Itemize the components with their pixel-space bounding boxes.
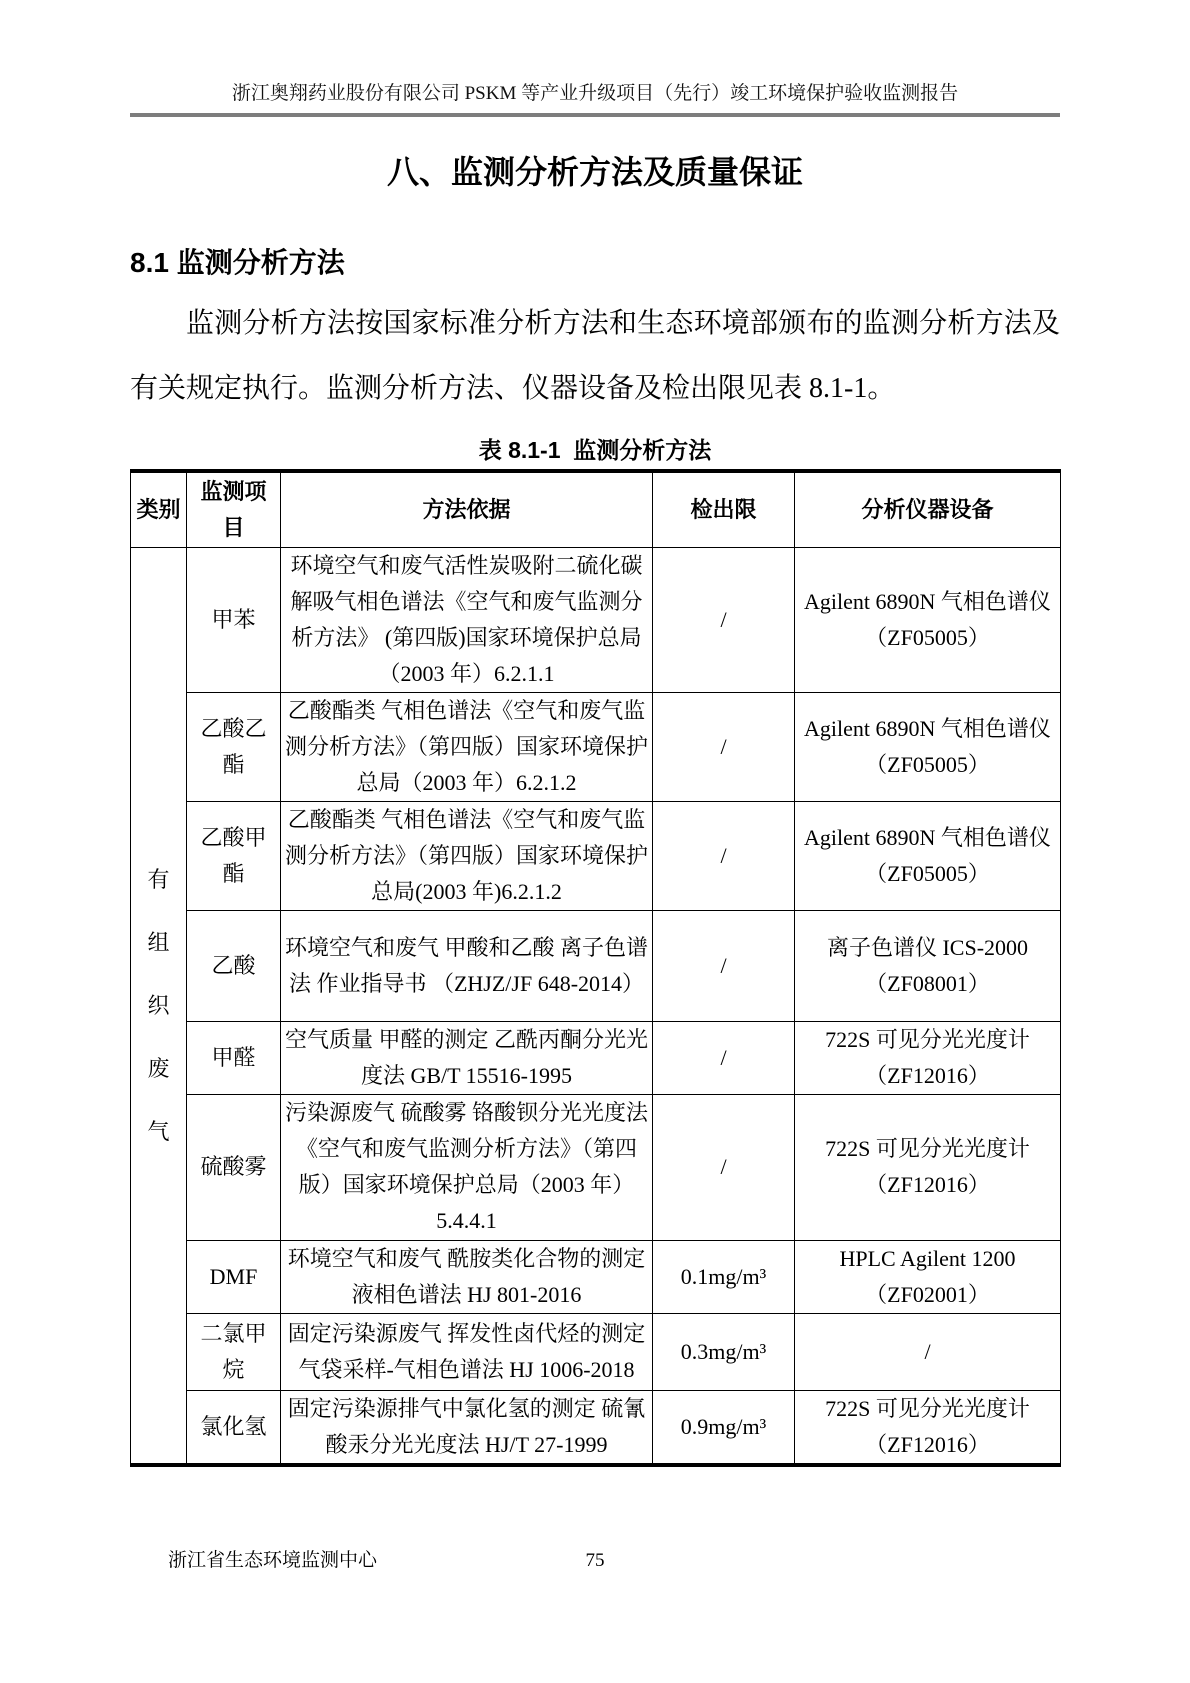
- instrument-cell: 722S 可见分光光度计（ZF12016）: [795, 1094, 1061, 1240]
- footer-organization: 浙江省生态环境监测中心: [168, 1550, 378, 1571]
- limit-cell: /: [653, 801, 795, 910]
- table-row: [131, 547, 1061, 692]
- method-cell: 空气质量 甲醛的测定 乙酰丙酮分光光度法 GB/T 15516-1995: [281, 1021, 653, 1094]
- instrument-cell: Agilent 6890N 气相色谱仪（ZF05005）: [795, 692, 1061, 801]
- category-vertical-text: 有组织废气: [147, 866, 170, 1144]
- limit-cell: 0.3mg/m³: [653, 1313, 795, 1390]
- limit-cell: /: [653, 1021, 795, 1094]
- item-cell: 二氯甲烷: [187, 1313, 281, 1390]
- body-paragraph: 监测分析方法按国家标准分析方法和生态环境部颁布的监测分析方法及有关规定执行。监测分析方法、仪器设备及检出限见表 8.1-1。: [130, 308, 1060, 404]
- col-header-category: 类别: [131, 471, 187, 547]
- method-cell: 乙酸酯类 气相色谱法《空气和废气监测分析方法》（第四版）国家环境保护总局（2003 年）6.2.1.2: [281, 692, 653, 801]
- table-row: [131, 1021, 1061, 1094]
- table-row: [131, 1313, 1061, 1390]
- table-row: [131, 1240, 1061, 1313]
- table-row: [131, 692, 1061, 801]
- item-cell: 乙酸甲酯: [187, 801, 281, 910]
- method-cell: 乙酸酯类 气相色谱法《空气和废气监测分析方法》（第四版）国家环境保护总局(2003 年)6.2.1.2: [281, 801, 653, 910]
- method-cell: 环境空气和废气 酰胺类化合物的测定 液相色谱法 HJ 801-2016: [281, 1240, 653, 1313]
- table-row: [131, 1390, 1061, 1465]
- instrument-cell: 722S 可见分光光度计（ZF12016）: [795, 1021, 1061, 1094]
- table-header-row: [131, 471, 1061, 547]
- item-cell: DMF: [187, 1240, 281, 1313]
- item-cell: 乙酸: [187, 910, 281, 1021]
- col-header-instrument: 分析仪器设备: [795, 471, 1061, 547]
- chapter-title: 八、监测分析方法及质量保证: [386, 154, 803, 190]
- table-row: [131, 910, 1061, 1021]
- page-header: 浙江奥翔药业股份有限公司 PSKM 等产业升级项目（先行）竣工环境保护验收监测报告: [231, 83, 959, 104]
- table-row: [131, 801, 1061, 910]
- item-cell: 甲苯: [187, 547, 281, 692]
- item-cell: 乙酸乙酯: [187, 692, 281, 801]
- item-cell: 甲醛: [187, 1021, 281, 1094]
- table-caption: 表 8.1-1 监测分析方法: [478, 437, 712, 463]
- item-cell: 硫酸雾: [187, 1094, 281, 1240]
- instrument-cell: 离子色谱仪 ICS-2000（ZF08001）: [795, 910, 1061, 1021]
- method-cell: 环境空气和废气 甲酸和乙酸 离子色谱法 作业指导书 （ZHJZ/JF 648-2014）: [281, 910, 653, 1021]
- instrument-cell: Agilent 6890N 气相色谱仪（ZF05005）: [795, 547, 1061, 692]
- instrument-cell: 722S 可见分光光度计（ZF12016）: [795, 1390, 1061, 1465]
- limit-cell: /: [653, 910, 795, 1021]
- method-cell: 固定污染源废气 挥发性卤代烃的测定 气袋采样-气相色谱法 HJ 1006-2018: [281, 1313, 653, 1390]
- header-rule: [130, 113, 1060, 117]
- page-number: 75: [585, 1550, 605, 1571]
- instrument-cell: Agilent 6890N 气相色谱仪（ZF05005）: [795, 801, 1061, 910]
- instrument-cell: HPLC Agilent 1200（ZF02001）: [795, 1240, 1061, 1313]
- section-heading: 8.1 监测分析方法: [130, 247, 345, 278]
- table-row: [131, 1094, 1061, 1240]
- category-cell: [131, 547, 187, 1465]
- monitoring-methods-table: [130, 469, 1061, 1467]
- limit-cell: 0.1mg/m³: [653, 1240, 795, 1313]
- method-cell: 环境空气和废气活性炭吸附二硫化碳解吸气相色谱法《空气和废气监测分析方法》 (第四版)国家环境保护总局（2003 年）6.2.1.1: [281, 547, 653, 692]
- limit-cell: /: [653, 692, 795, 801]
- col-header-limit: 检出限: [653, 471, 795, 547]
- col-header-item: 监测项目: [187, 471, 281, 547]
- method-cell: 固定污染源排气中氯化氢的测定 硫氰酸汞分光光度法 HJ/T 27-1999: [281, 1390, 653, 1465]
- limit-cell: /: [653, 547, 795, 692]
- page-content: [130, 82, 1060, 1467]
- limit-cell: 0.9mg/m³: [653, 1390, 795, 1465]
- col-header-method: 方法依据: [281, 471, 653, 547]
- instrument-cell: /: [795, 1313, 1061, 1390]
- item-cell: 氯化氢: [187, 1390, 281, 1465]
- method-cell: 污染源废气 硫酸雾 铬酸钡分光光度法《空气和废气监测分析方法》（第四版）国家环境保护总局（2003 年）5.4.4.1: [281, 1094, 653, 1240]
- limit-cell: /: [653, 1094, 795, 1240]
